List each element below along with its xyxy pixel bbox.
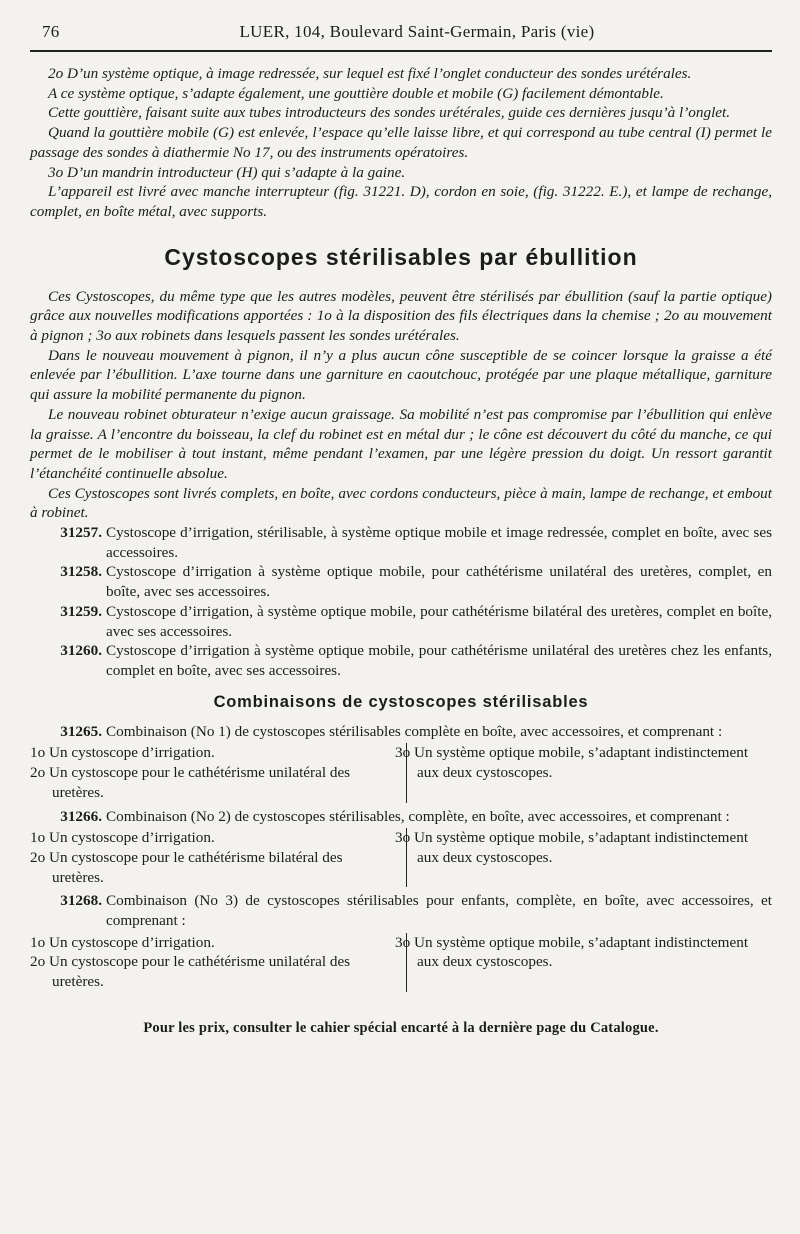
component-item: 1o Un cystoscope d’irrigation. xyxy=(30,829,215,847)
section-paragraph: Dans le nouveau mouvement à pignon, il n’y a plus aucun cône susceptible de se coincer lorsque la graisse a été enlevée par l’ébullition. L’axe tourne dans une garniture en caoutchouc, protégée par une plaque métallique, garniture qui assure la mobilité permanente du pignon. xyxy=(30,346,772,404)
item-description: Cystoscope d’irrigation à système optique mobile, pour cathétérisme unilatéral des uretères, complet, en boîte, avec ses accessoires. xyxy=(106,563,772,601)
item-number: 31265. xyxy=(60,722,102,740)
combination-entry xyxy=(30,722,772,742)
item-number: 31260. xyxy=(60,642,102,660)
item-number: 31257. xyxy=(60,524,102,542)
intro-paragraph: A ce système optique, s’adapte également, une gouttière double et mobile (G) facilement démontable. xyxy=(48,84,664,102)
list-item xyxy=(30,602,772,641)
footer-note: Pour les prix, consulter le cahier spécial encarté à la dernière page du Catalogue. xyxy=(143,1019,659,1036)
intro-block xyxy=(30,64,772,222)
header-rule xyxy=(30,50,772,52)
list-item xyxy=(30,641,772,680)
page-header xyxy=(30,22,772,42)
combination-entry xyxy=(30,807,772,827)
intro-paragraph: Cette gouttière, faisant suite aux tubes introducteurs des sondes urétérales, guide ces dernières jusqu’à l’onglet. xyxy=(48,104,731,122)
component-item: 3o Un système optique mobile, s’adaptant indistinctement aux deux cystoscopes. xyxy=(406,743,772,802)
component-item: 3o Un système optique mobile, s’adaptant indistinctement aux deux cystoscopes. xyxy=(406,933,772,992)
item-number: 31259. xyxy=(60,602,102,620)
combination-contents xyxy=(30,933,772,992)
intro-paragraph: Quand la gouttière mobile (G) est enlevée, l’espace qu’elle laisse libre, et qui correspond au tube central (I) permet le passage des sondes à diathermie No 17, ou des instruments opératoires. xyxy=(30,124,772,161)
item-number: 31266. xyxy=(60,807,102,825)
item-description: Combinaison (No 3) de cystoscopes stérilisables pour enfants, complète, en boîte, avec accessoires, et comprenant : xyxy=(106,892,772,930)
section-title: Cystoscopes stérilisables par ébullition xyxy=(164,243,638,270)
item-description: Combinaison (No 2) de cystoscopes stérilisables, complète, en boîte, avec accessoires, et comprenant : xyxy=(106,807,730,825)
component-item: 1o Un cystoscope d’irrigation. xyxy=(30,744,215,762)
section-paragraph: Le nouveau robinet obturateur n’exige aucun graissage. Sa mobilité n’est pas compromise par l’ébullition qui enlève la graisse. A l’encontre du boisseau, la clef du robinet est en métal dur ; le cône est découvert du côté du manche, ce qui permet de le mobiliser à tout instant, même pendant l’examen, par une légère pression du doigt. Un ressort garantit l’étanchéité continuelle absolue. xyxy=(30,405,772,482)
component-item: 2o Un cystoscope pour le cathétérisme unilatéral des uretères. xyxy=(30,764,351,801)
combination-entry xyxy=(30,891,772,930)
section-paragraph: Ces Cystoscopes sont livrés complets, en boîte, avec cordons conducteurs, pièce à main, lampe de rechange, et embout à robinet. xyxy=(30,484,772,522)
item-list xyxy=(30,523,772,681)
list-item xyxy=(30,523,772,562)
section-paragraph: Ces Cystoscopes, du même type que les autres modèles, peuvent être stérilisés par ébullition (sauf la partie optique) grâce aux nouvelles modifications apportées : 1o à la disposition des fils électriques dans la chemise ; 2o au mouvement à pignon ; 3o aux robinets dans lesquels passent les sondes urétérales. xyxy=(30,287,772,345)
component-item: 1o Un cystoscope d’irrigation. xyxy=(30,933,215,951)
component-item: 3o Un système optique mobile, s’adaptant indistinctement aux deux cystoscopes. xyxy=(406,828,772,887)
intro-paragraph: 2o D’un système optique, à image redressée, sur lequel est fixé l’onglet conducteur des sondes urétérales. xyxy=(48,65,692,82)
combination-block xyxy=(30,722,772,992)
list-item xyxy=(30,562,772,601)
component-item: 2o Un cystoscope pour le cathétérisme bilatéral des uretères. xyxy=(30,848,343,886)
item-description: Combinaison (No 1) de cystoscopes stérilisables complète en boîte, avec accessoires, et comprenant : xyxy=(106,722,723,740)
combination-contents xyxy=(30,828,772,887)
item-number: 31268. xyxy=(60,892,102,910)
running-title: LUER, 104, Boulevard Saint-Germain, Paris (vie) xyxy=(239,22,595,41)
component-item: 2o Un cystoscope pour le cathétérisme unilatéral des uretères. xyxy=(30,953,351,991)
item-description: Cystoscope d’irrigation à système optique mobile, pour cathétérisme unilatéral des uretères chez les enfants, complet en boîte, avec ses accessoires. xyxy=(106,642,772,679)
page-number: 76 xyxy=(42,22,60,41)
catalogue-page xyxy=(30,22,772,1037)
item-description: Cystoscope d’irrigation, à système optique mobile, pour cathétérisme bilatéral des uretères, complet en boîte, avec ses accessoires. xyxy=(106,602,772,640)
combinations-title: Combinaisons de cystoscopes stérilisables xyxy=(213,692,589,711)
combination-contents xyxy=(30,743,772,802)
intro-paragraph: 3o D’un mandrin introducteur (H) qui s’adapte à la gaine. xyxy=(48,163,406,181)
section-body xyxy=(30,287,772,523)
item-number: 31258. xyxy=(60,563,102,581)
intro-paragraph: L’appareil est livré avec manche interrupteur (fig. 31221. D), cordon en soie, (fig. 31222. E.), et lampe de rechange, complet, en boîte métal, avec supports. xyxy=(30,183,772,220)
item-description: Cystoscope d’irrigation, stérilisable, à système optique mobile et image redressée, complet en boîte, avec ses accessoires. xyxy=(106,524,772,561)
